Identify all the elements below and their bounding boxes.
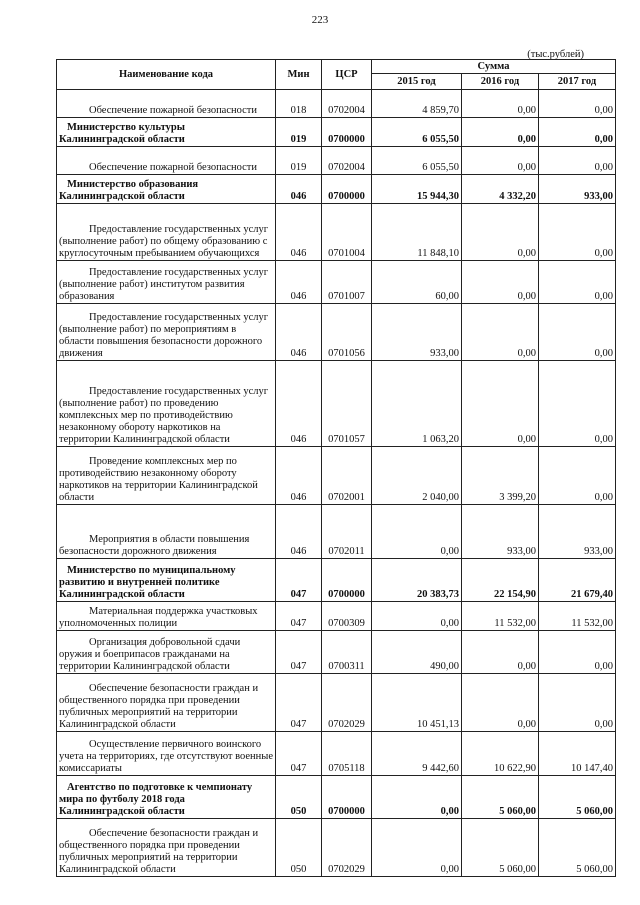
row-csr: 0702011 xyxy=(322,505,372,559)
row-name: Обеспечение безопасности граждан и общественного порядка при проведении публичных мероприятий на территории Калининградской области xyxy=(57,674,276,732)
row-name: Осуществление первичного воинского учета на территориях, где отсутствуют военные комиссариаты xyxy=(57,732,276,776)
row-2015: 11 848,10 xyxy=(372,204,462,261)
row-2016: 0,00 xyxy=(462,361,539,447)
row-csr: 0702004 xyxy=(322,147,372,175)
row-2017: 5 060,00 xyxy=(539,819,616,877)
row-2016: 10 622,90 xyxy=(462,732,539,776)
row-name: Министерство по муниципальному развитию и внутренней политике Калининградской области xyxy=(57,559,276,602)
header-min: Мин xyxy=(276,60,322,90)
row-2017: 0,00 xyxy=(539,361,616,447)
row-2015: 2 040,00 xyxy=(372,447,462,505)
row-csr: 0700000 xyxy=(322,776,372,819)
table-row xyxy=(57,90,616,118)
table-row xyxy=(57,118,616,147)
row-name: Предоставление государственных услуг (выполнение работ) по мероприятиям в области повышения безопасности дорожного движения xyxy=(57,304,276,361)
row-2017: 21 679,40 xyxy=(539,559,616,602)
row-name: Агентство по подготовке к чемпионату мира по футболу 2018 года Калининградской области xyxy=(57,776,276,819)
row-2015: 20 383,73 xyxy=(372,559,462,602)
table-row xyxy=(57,204,616,261)
row-2016: 5 060,00 xyxy=(462,819,539,877)
row-min: 050 xyxy=(276,819,322,877)
row-min: 046 xyxy=(276,175,322,204)
row-2015: 490,00 xyxy=(372,631,462,674)
table-row xyxy=(57,602,616,631)
row-2016: 0,00 xyxy=(462,261,539,304)
table-row xyxy=(57,732,616,776)
row-2017: 0,00 xyxy=(539,204,616,261)
row-2015: 10 451,13 xyxy=(372,674,462,732)
row-csr: 0702029 xyxy=(322,674,372,732)
row-2015: 0,00 xyxy=(372,776,462,819)
row-csr: 0700000 xyxy=(322,559,372,602)
header-csr: ЦСР xyxy=(322,60,372,90)
row-2015: 15 944,30 xyxy=(372,175,462,204)
row-2017: 933,00 xyxy=(539,505,616,559)
table-row xyxy=(57,304,616,361)
row-name: Мероприятия в области повышения безопасности дорожного движения xyxy=(57,505,276,559)
row-2017: 0,00 xyxy=(539,447,616,505)
table-row xyxy=(57,559,616,602)
row-2017: 0,00 xyxy=(539,674,616,732)
row-2016: 0,00 xyxy=(462,674,539,732)
header-2015: 2015 год xyxy=(372,74,462,90)
row-csr: 0702029 xyxy=(322,819,372,877)
row-min: 050 xyxy=(276,776,322,819)
row-name: Министерство образования Калининградской области xyxy=(57,175,276,204)
row-name: Материальная поддержка участковых уполномоченных полиции xyxy=(57,602,276,631)
row-min: 046 xyxy=(276,447,322,505)
page-number: 223 xyxy=(311,14,329,26)
row-csr: 0702004 xyxy=(322,90,372,118)
row-min: 046 xyxy=(276,304,322,361)
row-name: Проведение комплексных мер по противодействию незаконному обороту наркотиков на территории Калининградской области xyxy=(57,447,276,505)
row-2017: 0,00 xyxy=(539,261,616,304)
row-2015: 9 442,60 xyxy=(372,732,462,776)
row-min: 047 xyxy=(276,602,322,631)
row-2016: 0,00 xyxy=(462,631,539,674)
row-2015: 6 055,50 xyxy=(372,118,462,147)
row-name: Обеспечение безопасности граждан и общественного порядка при проведении публичных мероприятий на территории Калининградской области xyxy=(57,819,276,877)
row-min: 047 xyxy=(276,559,322,602)
row-2016: 0,00 xyxy=(462,147,539,175)
header-2017: 2017 год xyxy=(539,74,616,90)
table-row xyxy=(57,147,616,175)
row-min: 046 xyxy=(276,505,322,559)
row-2017: 0,00 xyxy=(539,631,616,674)
row-2015: 6 055,50 xyxy=(372,147,462,175)
row-csr: 0700000 xyxy=(322,118,372,147)
row-csr: 0702001 xyxy=(322,447,372,505)
row-name: Министерство культуры Калининградской области xyxy=(57,118,276,147)
table-row xyxy=(57,776,616,819)
header-sum: Сумма xyxy=(372,60,616,74)
row-min: 018 xyxy=(276,90,322,118)
row-2017: 0,00 xyxy=(539,118,616,147)
row-name: Предоставление государственных услуг (выполнение работ) по проведению комплексных мер по противодействию незаконному обороту наркотиков на территории Калининградской области xyxy=(57,361,276,447)
row-csr: 0705118 xyxy=(322,732,372,776)
row-min: 046 xyxy=(276,204,322,261)
row-name: Предоставление государственных услуг (выполнение работ) по общему образованию с круглосуточным пребыванием обучающихся xyxy=(57,204,276,261)
row-2016: 4 332,20 xyxy=(462,175,539,204)
row-2016: 11 532,00 xyxy=(462,602,539,631)
row-name: Организация добровольной сдачи оружия и боеприпасов гражданами на территории Калининградской области xyxy=(57,631,276,674)
row-name: Обеспечение пожарной безопасности xyxy=(57,147,276,175)
row-2017: 933,00 xyxy=(539,175,616,204)
table-row xyxy=(57,819,616,877)
row-min: 019 xyxy=(276,118,322,147)
row-2017: 0,00 xyxy=(539,147,616,175)
row-2015: 0,00 xyxy=(372,819,462,877)
table-row xyxy=(57,674,616,732)
row-csr: 0700000 xyxy=(322,175,372,204)
header-2016: 2016 год xyxy=(462,74,539,90)
row-2015: 4 859,70 xyxy=(372,90,462,118)
row-name: Предоставление государственных услуг (выполнение работ) институтом развития образования xyxy=(57,261,276,304)
row-2016: 3 399,20 xyxy=(462,447,539,505)
row-2015: 60,00 xyxy=(372,261,462,304)
row-2016: 0,00 xyxy=(462,90,539,118)
row-2017: 0,00 xyxy=(539,304,616,361)
table-row xyxy=(57,631,616,674)
row-csr: 0701057 xyxy=(322,361,372,447)
row-2016: 0,00 xyxy=(462,118,539,147)
row-2015: 0,00 xyxy=(372,505,462,559)
row-min: 047 xyxy=(276,631,322,674)
row-min: 046 xyxy=(276,261,322,304)
row-csr: 0700309 xyxy=(322,602,372,631)
row-2015: 0,00 xyxy=(372,602,462,631)
row-name: Обеспечение пожарной безопасности xyxy=(57,90,276,118)
row-csr: 0701056 xyxy=(322,304,372,361)
row-2016: 933,00 xyxy=(462,505,539,559)
row-2015: 933,00 xyxy=(372,304,462,361)
row-2016: 22 154,90 xyxy=(462,559,539,602)
row-2015: 1 063,20 xyxy=(372,361,462,447)
table-row xyxy=(57,447,616,505)
table-row xyxy=(57,361,616,447)
header-name: Наименование кода xyxy=(57,60,276,90)
table-row xyxy=(57,261,616,304)
row-min: 046 xyxy=(276,361,322,447)
budget-table xyxy=(56,59,616,877)
row-min: 047 xyxy=(276,732,322,776)
row-2017: 0,00 xyxy=(539,90,616,118)
row-min: 047 xyxy=(276,674,322,732)
row-csr: 0701004 xyxy=(322,204,372,261)
row-2017: 11 532,00 xyxy=(539,602,616,631)
row-csr: 0701007 xyxy=(322,261,372,304)
table-row xyxy=(57,505,616,559)
row-min: 019 xyxy=(276,147,322,175)
row-2017: 5 060,00 xyxy=(539,776,616,819)
row-2016: 0,00 xyxy=(462,204,539,261)
row-csr: 0700311 xyxy=(322,631,372,674)
table-row xyxy=(57,175,616,204)
row-2016: 5 060,00 xyxy=(462,776,539,819)
row-2017: 10 147,40 xyxy=(539,732,616,776)
units-label: (тыс.рублей) xyxy=(527,49,584,60)
row-2016: 0,00 xyxy=(462,304,539,361)
